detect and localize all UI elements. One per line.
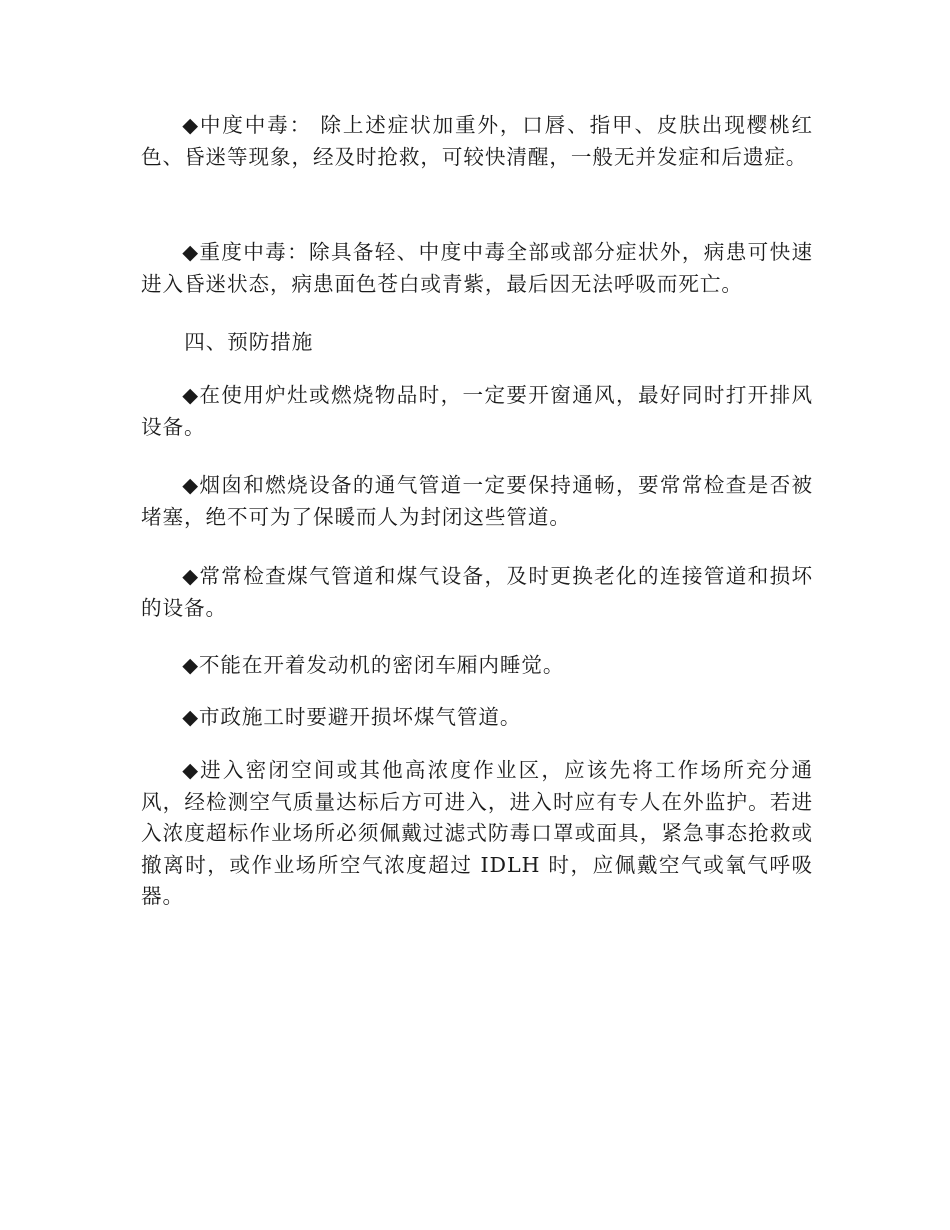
paragraph-chimney-pipes: ◆烟囱和燃烧设备的通气管道一定要保持通畅，要常常检查是否被堵塞，绝不可为了保暖而人为封闭这些管道。 <box>141 473 813 529</box>
paragraph-construction: ◆市政施工时要避开损坏煤气管道。 <box>182 705 522 729</box>
paragraph-ventilation: ◆在使用炉灶或燃烧物品时，一定要开窗通风，最好同时打开排风设备。 <box>141 383 813 439</box>
paragraph-confined-space: ◆进入密闭空间或其他高浓度作业区，应该先将工作场所充分通风，经检测空气质量达标后方可进入，进入时应有专人在外监护。若进入浓度超标作业场所必须佩戴过滤式防毒口罩或面具，紧急事态抢救或撤离时，或作业场所空气浓度超过 IDLH 时，应佩戴空气或氧气呼吸器。 <box>141 758 813 908</box>
paragraph-car-sleeping: ◆不能在开着发动机的密闭车厢内睡觉。 <box>182 653 565 677</box>
paragraph-severe-poisoning: ◆重度中毒：除具备轻、中度中毒全部或部分症状外，病患可快速进入昏迷状态，病患面色苍白或青紫，最后因无法呼吸而死亡。 <box>141 240 813 296</box>
section-heading-prevention: 四、预防措施 <box>184 330 314 354</box>
paragraph-gas-equipment: ◆常常检查煤气管道和煤气设备，及时更换老化的连接管道和损坏的设备。 <box>141 564 813 620</box>
paragraph-moderate-poisoning: ◆中度中毒： 除上述症状加重外，口唇、指甲、皮肤出现樱桃红色、昏迷等现象，经及时抢救，可较快清醒，一般无并发症和后遗症。 <box>141 113 813 169</box>
